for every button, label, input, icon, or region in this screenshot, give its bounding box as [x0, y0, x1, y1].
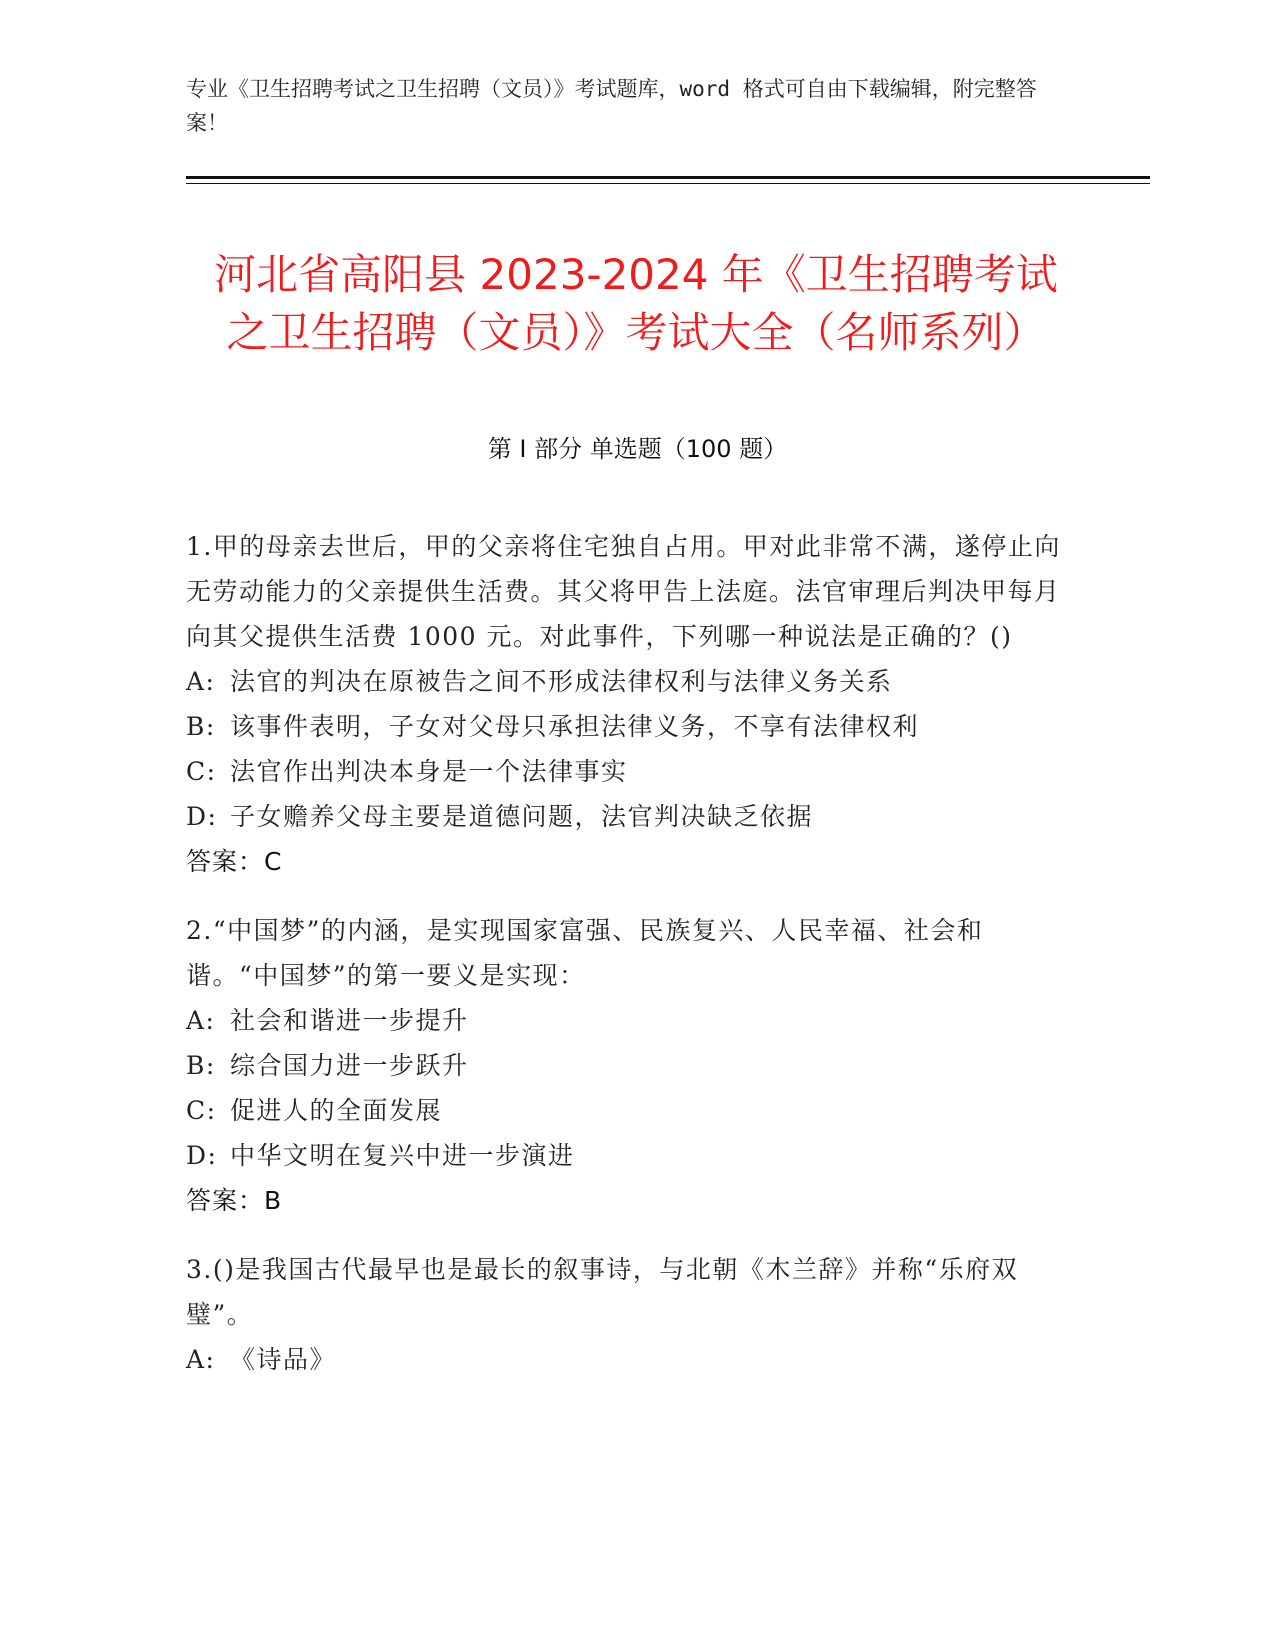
option-letter: C:: [186, 757, 217, 786]
option-letter: C:: [186, 1096, 217, 1125]
option-b: [186, 1043, 1066, 1088]
option-letter: D:: [186, 1141, 218, 1170]
question-text: 2.“中国梦”的内涵，是实现国家富强、民族复兴、人民幸福、社会和谐。“中国梦”的第一要义是实现：: [186, 916, 984, 990]
question-list: [186, 524, 1066, 1406]
option-letter: D:: [186, 802, 218, 831]
option-c: [186, 749, 1066, 794]
option-text: 《诗品》: [230, 1345, 337, 1374]
document-title: 河北省高阳县 2023-2024 年《卫生招聘考试之卫生招聘（文员）》考试大全（名师系列）: [214, 250, 1058, 358]
option-text: 社会和谐进一步提升: [230, 1006, 469, 1035]
option-letter: B:: [186, 712, 216, 741]
option-text: 法官作出判决本身是一个法律事实: [230, 757, 628, 786]
header-note: 专业《卫生招聘考试之卫生招聘（文员）》考试题库，word 格式可自由下载编辑，附完整答案！: [186, 77, 1037, 135]
option-text: 综合国力进一步跃升: [230, 1051, 469, 1080]
option-text: 促进人的全面发展: [230, 1096, 443, 1125]
question-2: [186, 908, 1066, 1223]
option-d: [186, 1133, 1066, 1178]
answer-line: 答案：C: [186, 847, 283, 876]
answer-line: 答案：B: [186, 1186, 283, 1215]
question-3: [186, 1247, 1066, 1382]
option-a: [186, 659, 1066, 704]
option-c: [186, 1088, 1066, 1133]
option-text: 中华文明在复兴中进一步演进: [230, 1141, 575, 1170]
option-a: [186, 998, 1066, 1043]
option-d: [186, 794, 1066, 839]
question-text: 1.甲的母亲去世后，甲的父亲将住宅独自占用。甲对此非常不满，遂停止向无劳动能力的父亲提供生活费。其父将甲告上法庭。法官审理后判决甲每月向其父提供生活费 1000 元。对此事件，下列哪一种说法是正确的？(): [186, 532, 1061, 651]
option-text: 法官的判决在原被告之间不形成法律权利与法律义务关系: [230, 667, 893, 696]
option-letter: A:: [186, 1345, 216, 1374]
option-letter: A:: [186, 667, 216, 696]
option-b: [186, 704, 1066, 749]
header-divider-thin: [186, 183, 1150, 184]
option-text: 子女赡养父母主要是道德问题，法官判决缺乏依据: [230, 802, 814, 831]
option-letter: B:: [186, 1051, 216, 1080]
option-text: 该事件表明，子女对父母只承担法律义务，不享有法律权利: [230, 712, 920, 741]
question-1: [186, 524, 1066, 884]
section-heading: 第 I 部分 单选题（100 题）: [487, 435, 788, 463]
option-a: [186, 1337, 1066, 1382]
option-letter: A:: [186, 1006, 216, 1035]
header-divider-thick: [186, 176, 1150, 179]
question-text: 3.()是我国古代最早也是最长的叙事诗，与北朝《木兰辞》并称“乐府双璧”。: [186, 1255, 1019, 1329]
